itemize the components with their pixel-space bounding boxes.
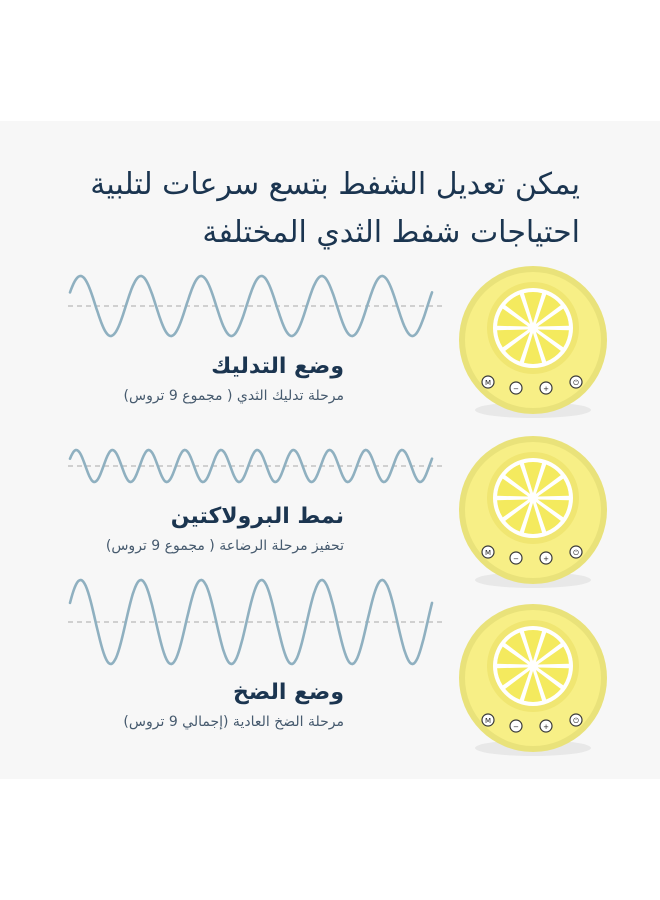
- mode-title-pumping: وضع الضخ: [233, 680, 344, 705]
- mode-subtitle-massage: مرحلة تدليك الثدي ( مجموع 9 تروس): [123, 388, 344, 404]
- headline-line-1: يمكن تعديل الشفط بتسع سرعات لتلبية: [90, 167, 580, 202]
- mode-title-prolactin: نمط البرولاكتين: [170, 504, 344, 529]
- mode-button-label: M: [484, 549, 492, 557]
- minus-button-label: −: [513, 555, 519, 563]
- plus-button-label: +: [543, 555, 549, 563]
- power-button-label: ⏻: [573, 379, 579, 387]
- mode-button-label: M: [484, 717, 492, 725]
- breast-pump-device-icon: [448, 430, 618, 600]
- mode-button-label: M: [484, 379, 492, 387]
- minus-button-label: −: [513, 385, 519, 393]
- breast-pump-device-icon: [448, 260, 618, 430]
- plus-button-label: +: [543, 385, 549, 393]
- mode-pumping: [0, 578, 660, 778]
- plus-button-label: +: [543, 723, 549, 731]
- power-button-label: ⏻: [573, 549, 579, 557]
- mode-subtitle-prolactin: تحفيز مرحلة الرضاعة ( مجموع 9 تروس): [105, 538, 344, 554]
- mode-subtitle-pumping: مرحلة الضخ العادية (إجمالي 9 تروس): [123, 714, 344, 730]
- mode-title-massage: وضع التدليك: [211, 354, 344, 379]
- power-button-label: ⏻: [573, 717, 579, 725]
- headline: [40, 161, 580, 257]
- minus-button-label: −: [513, 723, 519, 731]
- breast-pump-device-icon: [448, 598, 618, 768]
- headline-line-2: احتياجات شفط الثدي المختلفة: [202, 215, 580, 250]
